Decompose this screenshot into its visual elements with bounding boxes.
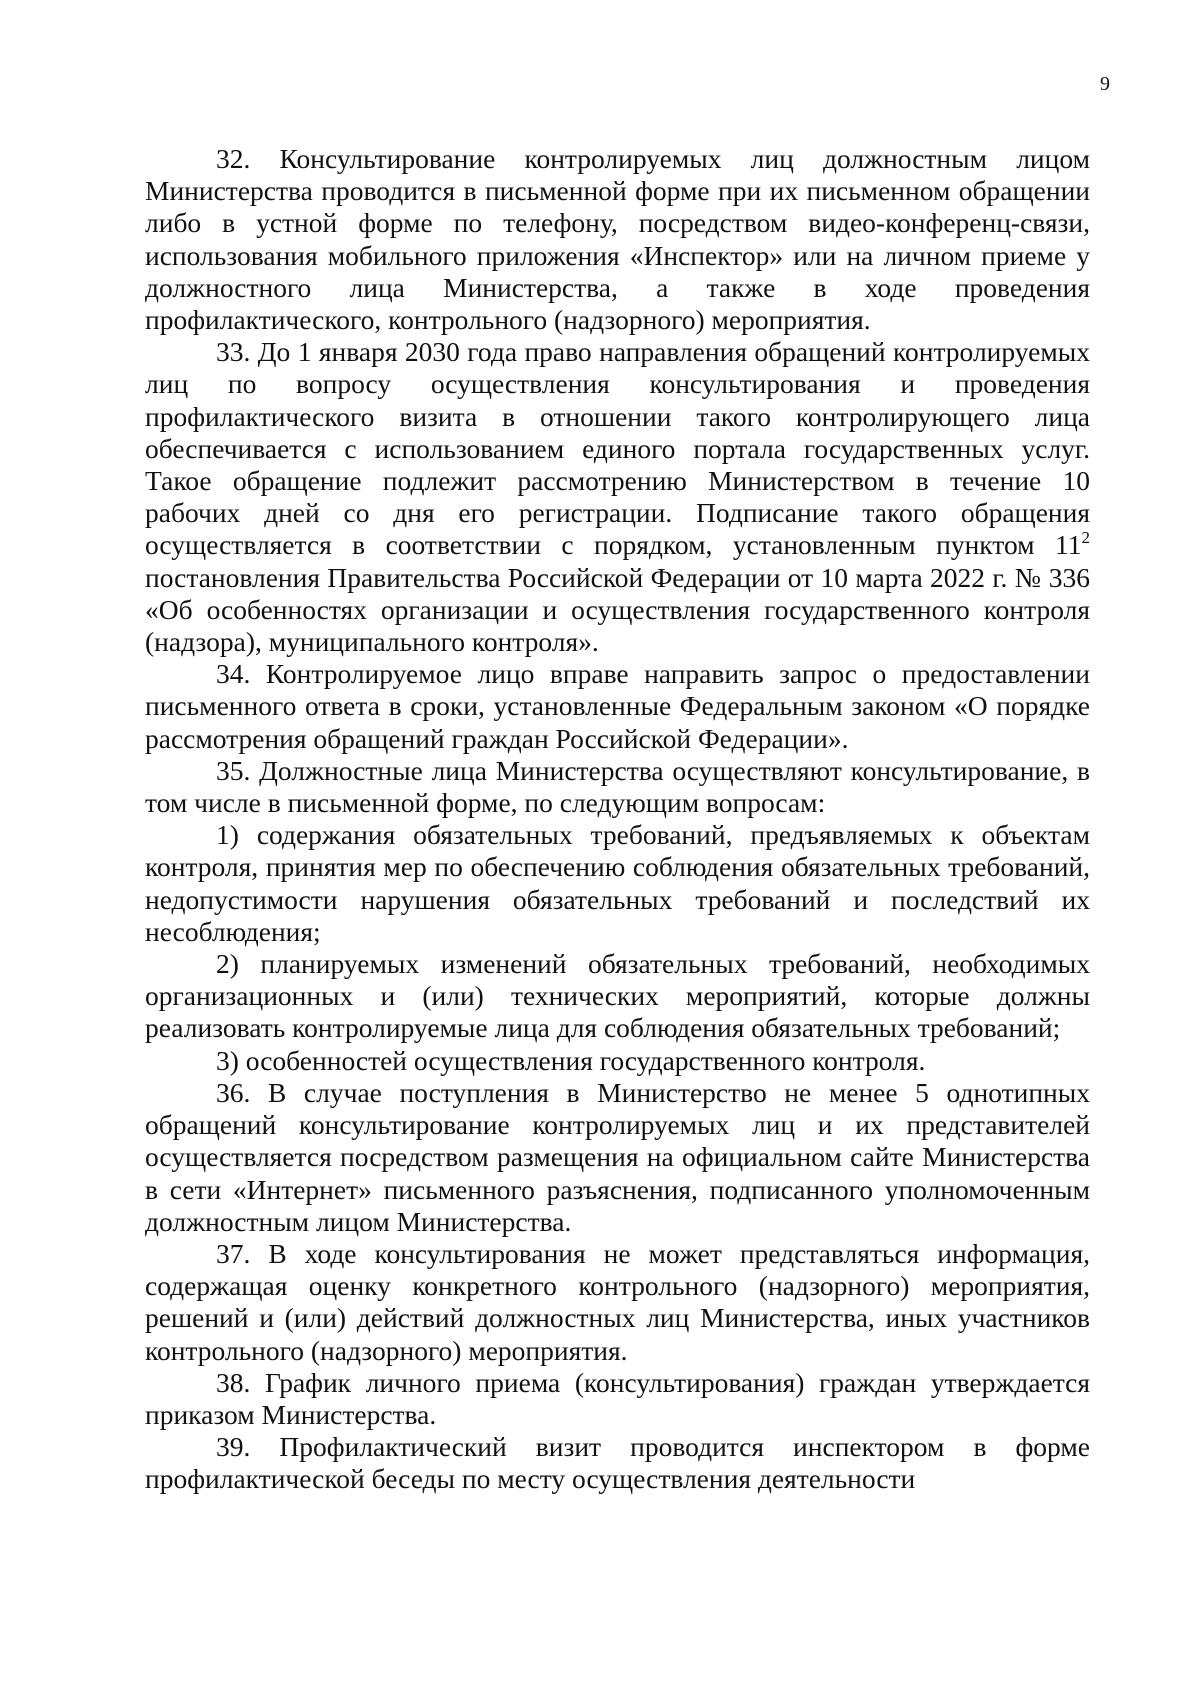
paragraph-33-text-start: 33. До 1 января 2030 года право направления обращений контролируемых лиц по вопросу осуществления консультирования и проведения профилактического визита в отношении такого контролирующего лица обеспечивается с использованием единого портала государственных услуг. Такое обращение подлежит рассмотрению Министерством в течение 10 рабочих дней со дня его регистрации. Подписание такого обращения осуществляется в соответствии с порядком, установленным пунктом 11 [145,336,1090,561]
paragraph-34: 34. Контролируемое лицо вправе направить запрос о предоставлении письменного ответа в сроки, установленные Федеральным законом «О порядке рассмотрения обращений граждан Российской Федерации». [145,658,1090,754]
list-item-1: 1) содержания обязательных требований, предъявляемых к объектам контроля, принятия мер по обеспечению соблюдения обязательных требований, недопустимости нарушения обязательных требований и последствий их несоблюдения; [145,819,1090,947]
paragraph-39: 39. Профилактический визит проводится инспектором в форме профилактической беседы по месту осуществления деятельности [145,1431,1090,1495]
paragraph-37: 37. В ходе консультирования не может представляться информация, содержащая оценку конкретного контрольного (надзорного) мероприятия, решений и (или) действий должностных лиц Министерства, иных участников контрольного (надзорного) мероприятия. [145,1237,1090,1366]
document-body [145,143,1090,1496]
paragraph-33 [145,336,1090,658]
paragraph-38: 38. График личного приема (консультирования) граждан утверждается приказом Министерства. [145,1366,1090,1430]
paragraph-36: 36. В случае поступления в Министерство не менее 5 однотипных обращений консультирование контролируемых лиц и их представителей осуществляется посредством размещения на официальном сайте Министерства в сети «Интернет» письменного разъяснения, подписанного уполномоченным должностным лицом Министерства. [145,1076,1090,1237]
page-number: 9 [1100,73,1110,95]
paragraph-32: 32. Консультирование контролируемых лиц должностным лицом Министерства проводится в письменной форме при их письменном обращении либо в устной форме по телефону, посредством видео-конференц-связи, использования мобильного приложения «Инспектор» или на личном приеме у должностного лица Министерства, а также в ходе проведения профилактического, контрольного (надзорного) мероприятия. [145,143,1090,336]
list-item-2: 2) планируемых изменений обязательных требований, необходимых организационных и (или) технических мероприятий, которые должны реализовать контролируемые лица для соблюдения обязательных требований; [145,948,1090,1044]
superscript-2: 2 [1081,528,1090,548]
paragraph-35: 35. Должностные лица Министерства осуществляют консультирование, в том числе в письменной форме, по следующим вопросам: [145,754,1090,819]
paragraph-33-text-end: постановления Правительства Российской Федерации от 10 марта 2022 г. № 336 «Об особенностях организации и осуществления государственного контроля (надзора), муниципального контроля». [145,561,1090,658]
list-item-3: 3) особенностей осуществления государственного контроля. [216,1044,926,1076]
